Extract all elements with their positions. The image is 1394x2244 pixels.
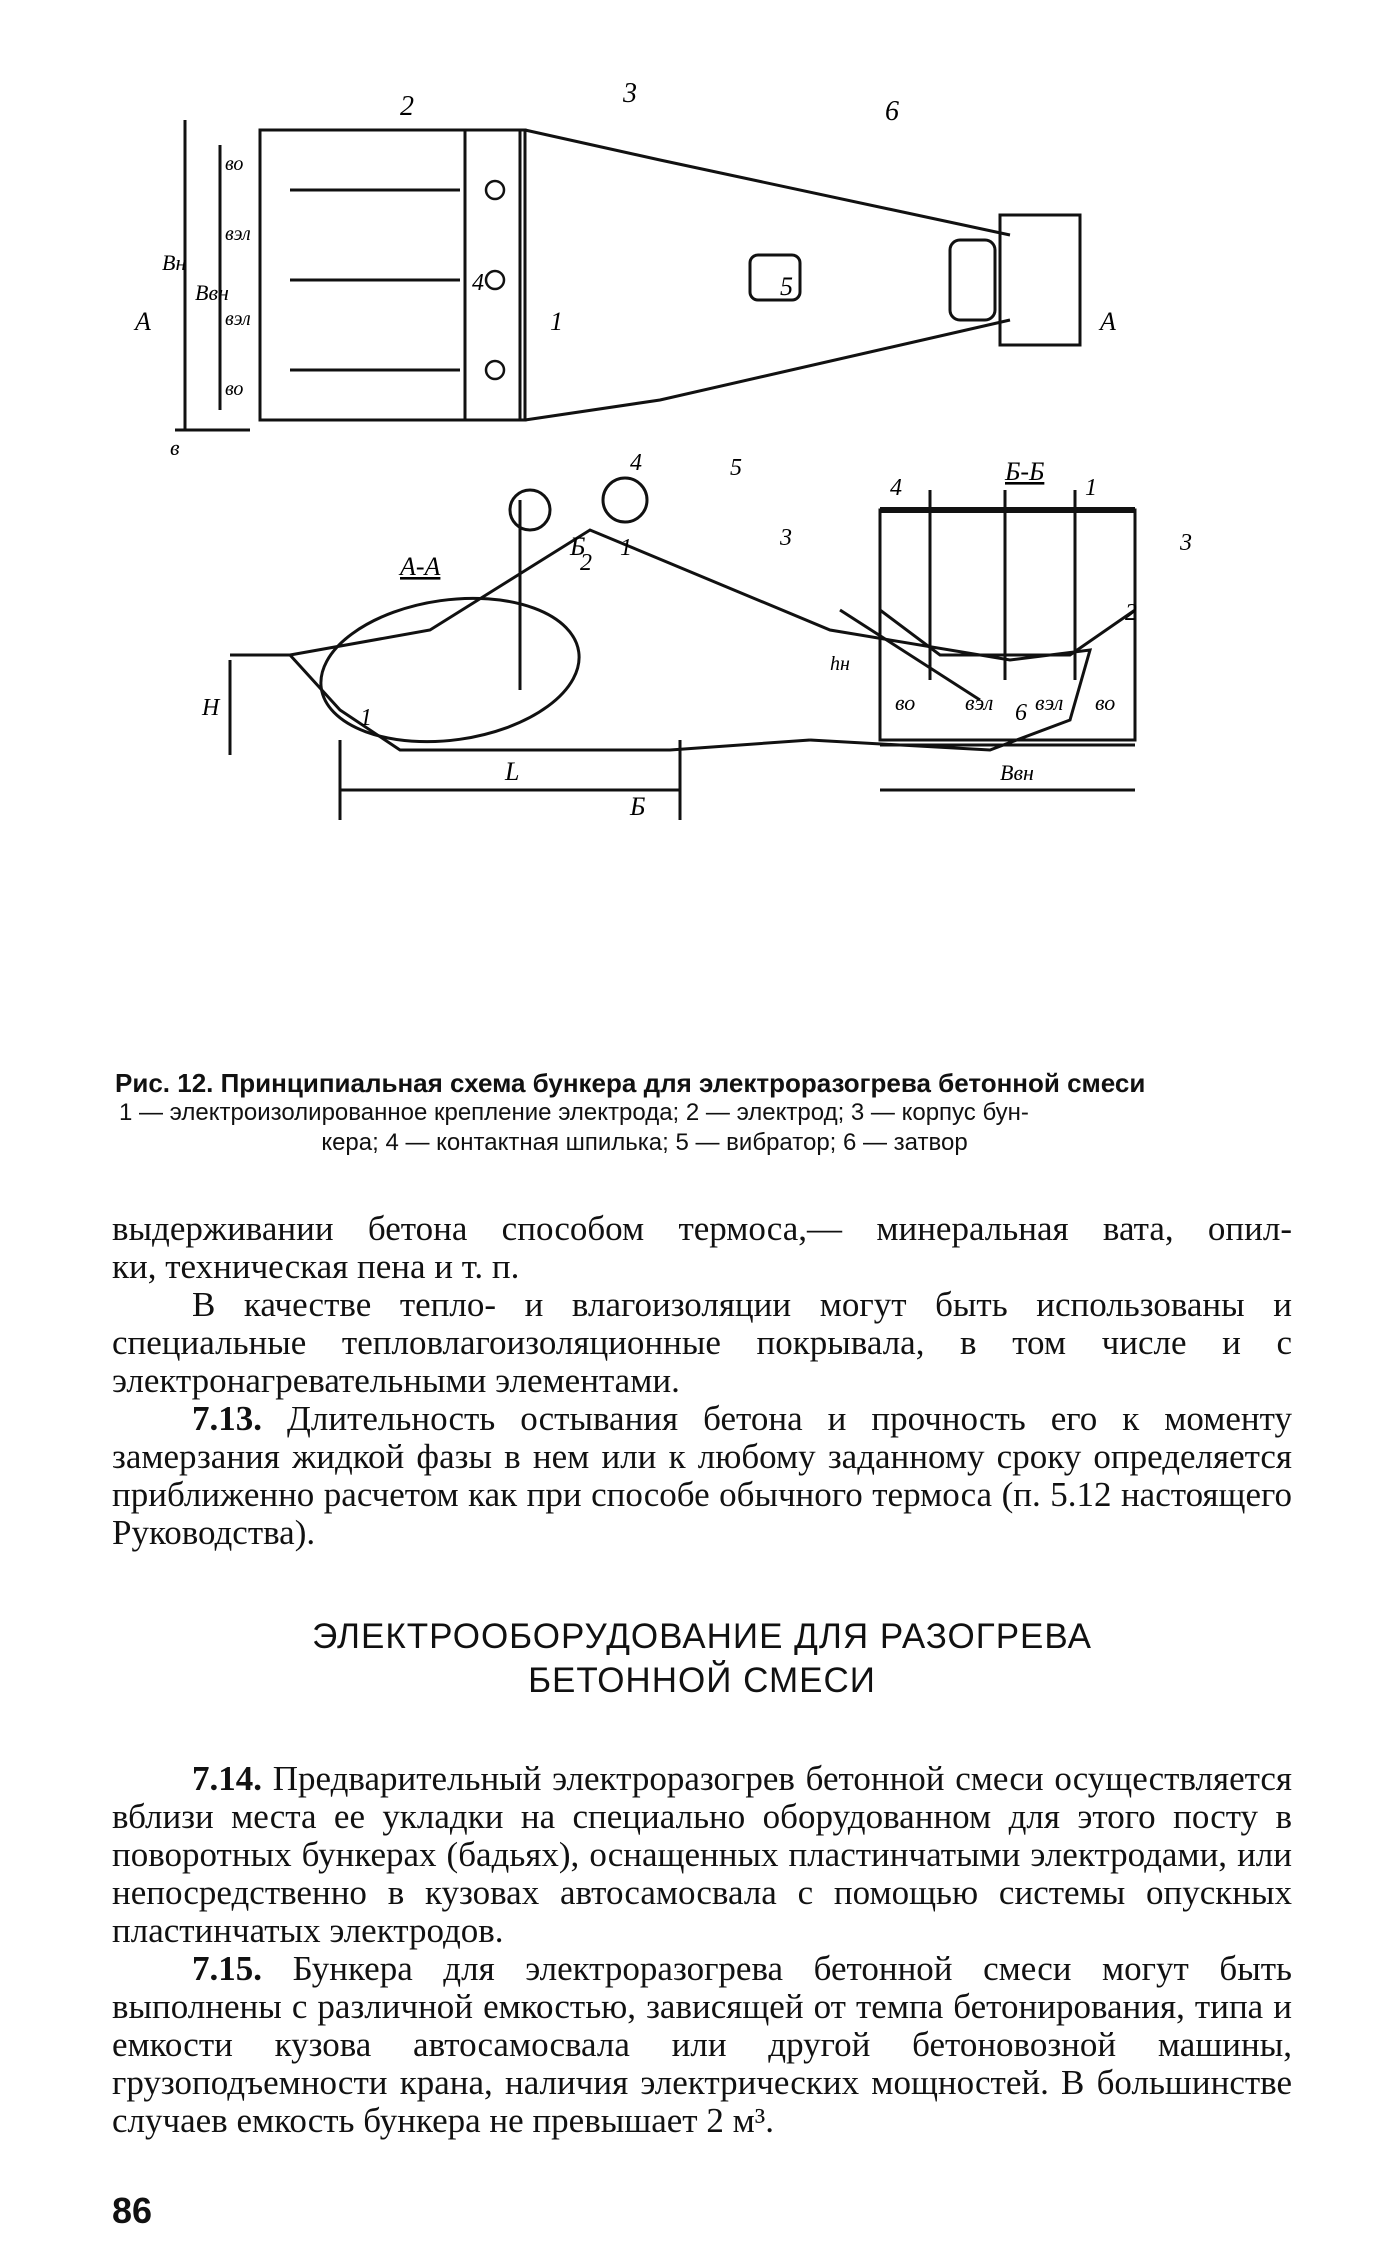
aa-dim-H: H: [202, 695, 220, 721]
label-5: 5: [780, 272, 793, 301]
aa-label-1-top: 1: [620, 535, 632, 561]
dim-Vn: Вн: [162, 250, 187, 275]
label-3: 3: [623, 78, 637, 109]
label-1: 1: [550, 307, 563, 336]
paragraph-4: [112, 1760, 1292, 1950]
paragraph-4-number: 7.14.: [192, 1759, 262, 1798]
label-2: 2: [400, 91, 414, 122]
paragraph-5: [112, 1950, 1292, 2140]
aa-label-3: 3: [780, 525, 792, 551]
aa-dim-L: L: [505, 757, 520, 786]
aa-label-2: 2: [580, 550, 592, 576]
heading-line2: БЕТОННОЙ СМЕСИ: [528, 1661, 876, 1700]
dim-Vvn: Ввн: [195, 280, 229, 305]
paragraph-3: [112, 1400, 1292, 1552]
body-text-block-2: [112, 1760, 1292, 2140]
aa-label-1-bottom: 1: [360, 705, 372, 731]
body-text-block-1: [112, 1210, 1292, 1552]
dim-vel-2: вэл: [225, 308, 251, 330]
caption-legend-line1: 1 — электроизолированное крепление электрода; 2 — электрод; 3 — корпус бун-: [119, 1099, 1029, 1126]
caption-legend-line2: кера; 4 — контактная шпилька; 5 — вибратор; 6 — затвор: [321, 1129, 968, 1156]
paragraph-1-line1: выдерживании бетона способом термоса,— минеральная вата, опил-: [112, 1209, 1292, 1248]
section-bb-title: Б-Б: [1005, 457, 1045, 486]
label-6: 6: [885, 96, 899, 127]
section-aa-title: А-А: [400, 552, 441, 581]
paragraph-5-number: 7.15.: [192, 1949, 262, 1988]
aa-marker-b: Б: [570, 532, 586, 561]
paragraph-3-number: 7.13.: [192, 1399, 262, 1438]
section-marker-right: А: [1100, 307, 1116, 336]
bb-dim-vel-1: вэл: [965, 690, 994, 715]
bb-label-2: 2: [1125, 600, 1137, 626]
bunker-schematic-figure: [135, 78, 1290, 1050]
section-heading: [112, 1615, 1292, 1703]
paragraph-2: В качестве тепло- и влагоизоляции могут быть использованы и специальные тепловлагоизоляционные покрывала, в том числе и с электронагревательными элементами.: [112, 1285, 1292, 1400]
aa-label-5: 5: [730, 455, 742, 481]
bb-dim-vel-2: вэл: [1035, 690, 1064, 715]
dim-vo-bottom: во: [225, 378, 244, 400]
dim-vel-1: вэл: [225, 223, 251, 245]
bb-label-1: 1: [1085, 475, 1097, 501]
paragraph-4-text: Предварительный электроразогрев бетонной смеси осуществляется вблизи места ее укладки на специально оборудованном для этого посту в поворотных бункерах (бадьях), оснащенных пластинчатыми электродами, или непосредственно в кузовах автосамосвала с помощью системы опускных пластинчатых электродов.: [112, 1759, 1292, 1950]
aa-marker-b-bottom: Б: [630, 792, 646, 821]
section-marker-left: А: [135, 307, 151, 336]
dim-vo-top: во: [225, 153, 244, 175]
paragraph-1-line2: ки, техническая пена и т. п.: [112, 1247, 520, 1286]
paragraph-5-text: Бункера для электроразогрева бетонной смеси могут быть выполнены с различной емкостью, зависящей от темпа бетонирования, типа и емкости кузова автосамосвала или другой бетоновозной машины, грузоподъемности крана, наличия электрических мощностей. В большинстве случаев емкость бункера не превышает 2 м³.: [112, 1949, 1292, 2140]
paragraph-3-text: Длительность остывания бетона и прочность его к моменту замерзания жидкой фазы в нем или к любому заданному сроку определяется приближенно расчетом как при способе обычного термоса (п. 5.12 настоящего Руководства).: [112, 1399, 1292, 1552]
bb-dim-vo-1: во: [895, 690, 916, 715]
figure-caption: [115, 1068, 1290, 1158]
dim-v: в: [170, 435, 180, 460]
aa-label-6: 6: [1015, 700, 1027, 726]
bb-dim-Vvn: Ввн: [1000, 760, 1034, 785]
bb-label-3: 3: [1180, 530, 1192, 556]
label-4: 4: [472, 270, 484, 296]
bb-label-4: 4: [890, 475, 902, 501]
page-number: 86: [112, 2190, 153, 2231]
heading-line1: ЭЛЕКТРООБОРУДОВАНИЕ ДЛЯ РАЗОГРЕВА: [312, 1617, 1092, 1656]
bb-dim-hn: hн: [830, 653, 850, 675]
aa-label-4: 4: [630, 450, 642, 476]
caption-title: Рис. 12. Принципиальная схема бункера для электроразогрева бетонной смеси: [115, 1068, 1146, 1098]
bb-dim-vo-2: во: [1095, 690, 1116, 715]
electrode-plate: [312, 583, 589, 758]
